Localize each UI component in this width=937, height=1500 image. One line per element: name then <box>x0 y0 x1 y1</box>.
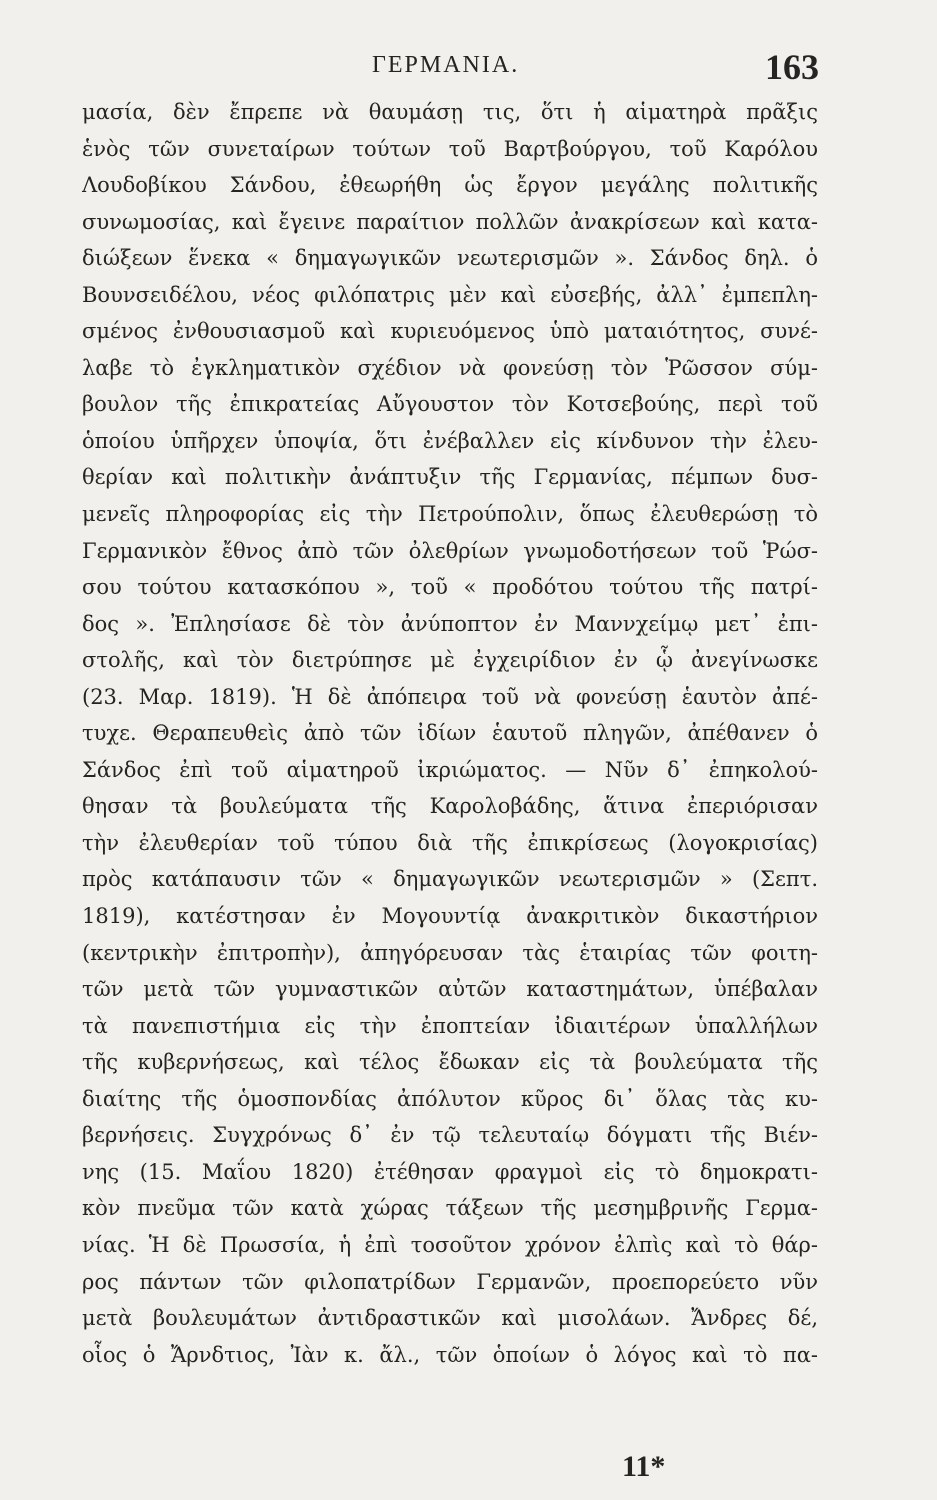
text-line: Βουνσειδέλου, νέος φιλόπατρις μὲν καὶ εὐσεβής, ἀλλ᾽ ἐμπεπλη- <box>82 282 818 307</box>
text-line: βερνήσεις. Συγχρόνως δ᾽ ἐν τῷ τελευταίῳ δόγματι τῆς Βιέν- <box>82 1123 818 1148</box>
text-line: πρὸς κατάπαυσιν τῶν « δημαγωγικῶν νεωτερισμῶν » (Σεπτ. <box>82 867 818 892</box>
text-line: Λουδοβίκου Σάνδου, ἐθεωρήθη ὡς ἔργον μεγάλης πολιτικῆς <box>82 173 818 198</box>
text-line: Γερμανικὸν ἔθνος ἀπὸ τῶν ὀλεθρίων γνωμοδοτήσεων τοῦ Ῥώσ- <box>82 538 818 563</box>
text-line: στολῆς, καὶ τὸν διετρύπησε μὲ ἐγχειρίδιον ἐν ᾧ ἀνεγίνωσκε <box>82 648 818 673</box>
text-line: μασία, δὲν ἔπρεπε νὰ θαυμάσῃ τις, ὅτι ἡ αἱματηρὰ πρᾶξις <box>82 100 818 124</box>
page-number: 163 <box>765 47 819 87</box>
text-line: τῶν μετὰ τῶν γυμναστικῶν αὐτῶν καταστημάτων, ὑπέβαλαν <box>82 977 818 1002</box>
text-line: τὰ πανεπιστήμια εἰς τὴν ἐποπτείαν ἰδιαιτέρων ὑπαλλήλων <box>82 1013 818 1038</box>
text-line: (κεντρικὴν ἐπιτροπὴν), ἀπηγόρευσαν τὰς ἑταιρίας τῶν φοιτη- <box>82 940 818 965</box>
text-line: θησαν τὰ βουλεύματα τῆς Καρολοβάδης, ἅτινα ἐπεριόρισαν <box>82 794 818 819</box>
text-line: διώξεων ἕνεκα « δημαγωγικῶν νεωτερισμῶν ». Σάνδος δηλ. ὁ <box>82 246 818 271</box>
text-line: (23. Μαρ. 1819). Ἡ δὲ ἀπόπειρα τοῦ νὰ φονεύσῃ ἑαυτὸν ἀπέ- <box>82 684 818 709</box>
text-line: νίας. Ἡ δὲ Πρωσσία, ἡ ἐπὶ τοσοῦτον χρόνον ἐλπὶς καὶ τὸ θάρ- <box>82 1232 818 1257</box>
text-line: θερίαν καὶ πολιτικὴν ἀνάπτυξιν τῆς Γερμανίας, πέμπων δυσ- <box>82 465 818 490</box>
text-line: κὸν πνεῦμα τῶν κατὰ χώρας τάξεων τῆς μεσημβρινῆς Γερμα- <box>82 1196 818 1221</box>
text-line: τῆς κυβερνήσεως, καὶ τέλος ἔδωκαν εἰς τὰ βουλεύματα τῆς <box>82 1050 818 1075</box>
text-line: μετὰ βουλευμάτων ἀντιδραστικῶν καὶ μισολάων. Ἄνδρες δέ, <box>82 1306 818 1331</box>
text-line: σμένος ἐνθουσιασμοῦ καὶ κυριευόμενος ὑπὸ ματαιότητος, συνέ- <box>82 319 818 344</box>
text-line: δος ». Ἐπλησίασε δὲ τὸν ἀνύποπτον ἐν Μαννχείμῳ μετ᾽ ἐπι- <box>82 611 818 636</box>
text-line: Σάνδος ἐπὶ τοῦ αἱματηροῦ ἰκριώματος. — Νῦν δ᾽ ἐπηκολού- <box>82 757 818 782</box>
text-line: διαίτης τῆς ὁμοσπονδίας ἀπόλυτον κῦρος δι᾽ ὅλας τὰς κυ- <box>82 1086 818 1111</box>
text-line: λαβε τὸ ἐγκληματικὸν σχέδιον νὰ φονεύσῃ τὸν Ῥῶσσον σύμ- <box>82 355 818 380</box>
text-line: τυχε. Θεραπευθεὶς ἀπὸ τῶν ἰδίων ἑαυτοῦ πληγῶν, ἀπέθανεν ὁ <box>82 721 818 746</box>
text-line: ὁποίου ὑπῆρχεν ὑποψία, ὅτι ἐνέβαλλεν εἰς κίνδυνον τὴν ἐλευ- <box>82 428 818 453</box>
text-line: νης (15. Μαΐου 1820) ἐτέθησαν φραγμοὶ εἰς τὸ δημοκρατι- <box>82 1159 818 1184</box>
body-text <box>82 94 818 1373</box>
text-line: βουλον τῆς ἐπικρατείας Αὔγουστον τὸν Κοτσεβούης, περὶ τοῦ <box>82 392 818 417</box>
running-head <box>0 46 937 86</box>
text-line: 1819), κατέστησαν ἐν Μογουντίᾳ ἀνακριτικὸν δικαστήριον <box>82 904 818 929</box>
text-line: σου τούτου κατασκόπου », τοῦ « προδότου τούτου τῆς πατρί- <box>82 575 818 600</box>
running-head-title: ΓΕΡΜΑΝΙΑ. <box>372 52 520 78</box>
text-line: συνωμοσίας, καὶ ἔγεινε παραίτιον πολλῶν ἀνακρίσεων καὶ κατα- <box>82 209 818 234</box>
text-line: ἑνὸς τῶν συνεταίρων τούτων τοῦ Βαρτβούργου, τοῦ Καρόλου <box>82 136 818 161</box>
text-line: μενεῖς πληροφορίας εἰς τὴν Πετρούπολιν, ὅπως ἐλευθερώσῃ τὸ <box>82 502 818 527</box>
text-line: οἷος ὁ Ἄρνδτιος, Ἰὰν κ. ἄλ., τῶν ὁποίων ὁ λόγος καὶ τὸ πα- <box>82 1342 818 1367</box>
signature-mark: 11* <box>622 1450 666 1483</box>
text-line: τὴν ἐλευθερίαν τοῦ τύπου διὰ τῆς ἐπικρίσεως (λογοκρισίας) <box>82 830 818 855</box>
text-line: ρος πάντων τῶν φιλοπατρίδων Γερμανῶν, προεπορεύετο νῦν <box>82 1269 818 1294</box>
